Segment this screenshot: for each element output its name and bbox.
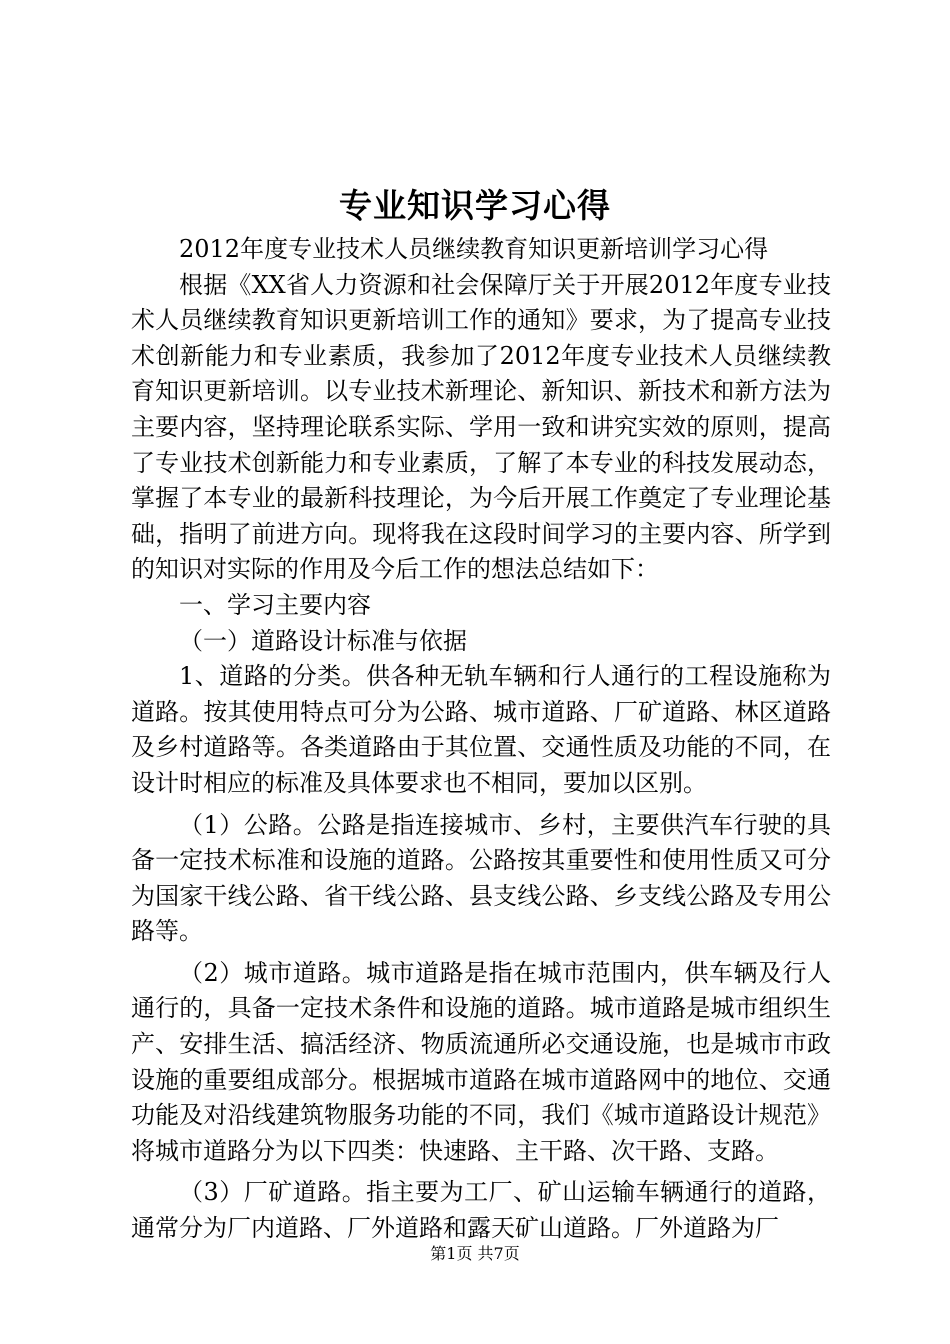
paragraph-city-road: （2）城市道路。城市道路是指在城市范围内，供车辆及行人通行的，具备一定技术条件和设施的道路。城市道路是城市组织生产、安排生活、搞活经济、物质流通所必交通设施，也是城市市政设施的重要组成部分。根据城市道路在城市道路网中的地位、交通功能及对沿线建筑物服务功能的不同，我们《城市道路设计规范》将城市道路分为以下四类：快速路、主干路、次干路、支路。 <box>131 958 831 1165</box>
paragraph-intro: 根据《XX省人力资源和社会保障厅关于开展2012年度专业技术人员继续教育知识更新培训工作的通知》要求，为了提高专业技术创新能力和专业素质，我参加了2012年度专业技术人员继续教育知识更新培训。以专业技术新理论、新知识、新技术和新方法为主要内容，坚持理论联系实际、学用一致和讲究实效的原则，提高了专业技术创新能力和专业素质，了解了本专业的科技发展动态，掌握了本专业的最新科技理论，为今后开展工作奠定了专业理论基础，指明了前进方向。现将我在这段时间学习的主要内容、所学到的知识对实际的作用及今后工作的想法总结如下： <box>131 270 831 584</box>
page-footer: 第1页 共7页 <box>430 1244 520 1263</box>
document-body <box>131 232 831 1247</box>
section-heading: 一、学习主要内容 <box>179 590 371 619</box>
document-title: 专业知识学习心得 <box>339 186 611 225</box>
paragraph-road-classification: 1、道路的分类。供各种无轨车辆和行人通行的工程设施称为道路。按其使用特点可分为公路、城市道路、厂矿道路、林区道路及乡村道路等。各类道路由于其位置、交通性质及功能的不同，在设计时相应的标准及具体要求也不相同，要加以区别。 <box>131 662 831 797</box>
paragraph-factory-road: （3）厂矿道路。指主要为工厂、矿山运输车辆通行的道路，通常分为厂内道路、厂外道路和露天矿山道路。厂外道路为厂 <box>131 1178 831 1243</box>
subsection-heading: （一）道路设计标准与依据 <box>179 626 467 655</box>
subtitle-paragraph: 2012年度专业技术人员继续教育知识更新培训学习心得 <box>179 235 769 263</box>
paragraph-highway: （1）公路。公路是指连接城市、乡村，主要供汽车行驶的具备一定技术标准和设施的道路。公路按其重要性和使用性质又可分为国家干线公路、省干线公路、县支线公路、乡支线公路及专用公路等。 <box>131 810 831 946</box>
